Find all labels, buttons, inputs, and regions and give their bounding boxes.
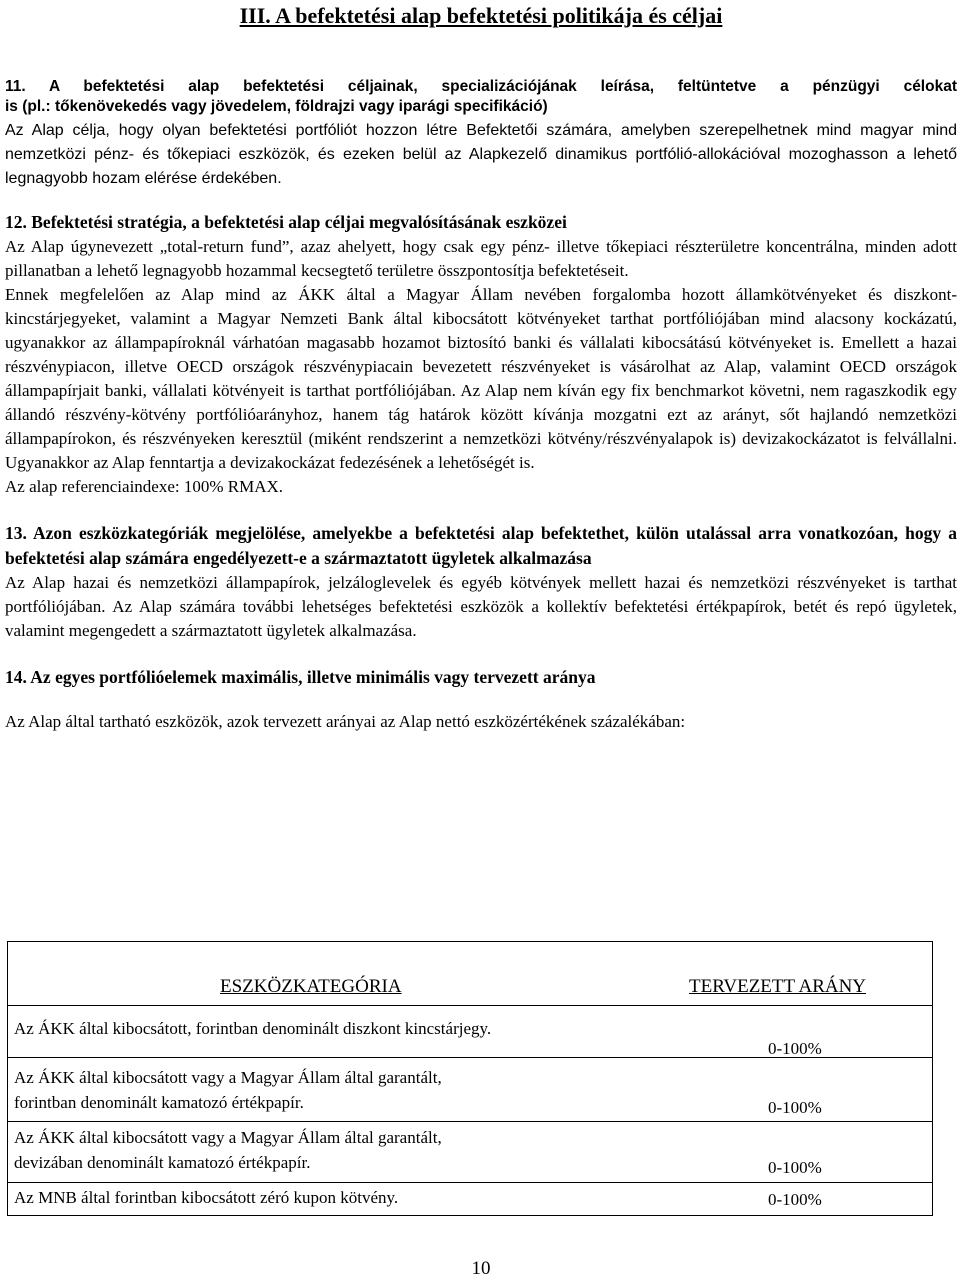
table-row-2-ratio: 0-100% — [768, 1098, 822, 1117]
table-row-2-category-line1: Az ÁKK által kibocsátott vagy a Magyar Állam által garantált, — [14, 1068, 442, 1087]
table-row-2-category-line2: forintban denominált kamatozó értékpapír. — [14, 1093, 304, 1112]
table-header-ratio: TERVEZETT ARÁNY — [689, 976, 867, 997]
table-row-4-category: Az MNB által forintban kibocsátott zéró kupon kötvény. — [14, 1188, 399, 1207]
asset-allocation-table — [7, 941, 933, 1216]
section-12-heading: 12. Befektetési stratégia, a befektetési alap céljai megvalósításának eszközei — [5, 212, 567, 232]
section-13-body: Az Alap hazai és nemzetközi állampapírok, jelzáloglevelek és egyéb kötvények mellett hazai és nemzetközi részvényeket is tarthat portfóliójában. Az Alap számára további lehetséges befektetési eszközök a kollektív befektetési értékpapírok, betét és repó ügyletek, valamint megengedett a származtatott ügyletek alkalmazása. — [5, 573, 957, 640]
section-11-body: Az Alap célja, hogy olyan befektetési portfóliót hozzon létre Befektetői számára, amelyben szerepelhetnek mind magyar mind nemzetközi pénz- és tőkepiaci eszközök, és ezeken belül az Alapkezelő dinamikus portfólió-allokációval mozoghasson a lehető legnagyobb hozam elérése érdekében. — [5, 122, 957, 187]
table-row-divider — [8, 1121, 932, 1122]
table-row-divider — [8, 1057, 932, 1058]
section-11-heading-line2: is (pl.: tőkenövekedés vagy jövedelem, földrajzi vagy iparági specifikáció) — [5, 98, 548, 115]
table-row-1-category: Az ÁKK által kibocsátott, forintban denominált diszkont kincstárjegy. — [14, 1019, 492, 1038]
section-12-paragraph-2: Ennek megfelelően az Alap mind az ÁKK által a Magyar Állam nevében forgalomba hozott államkötvényeket és diszkont-kincstárjegyeket, valamint a Magyar Nemzeti Bank által kibocsátott kötvényeket tarthat portfóliójában mind alacsony kockázatú, ugyanakkor az állampapíroknál várhatóan magasabb hozamot biztosító banki és vállalati kibocsátású kötvényeket is. Emellett a hazai részvénypiacon, illetve OECD országok részvénypiacain bevezetett részvényeket is vásárolhat az Alap, valamint OECD országok állampapírjait banki, vállalati kötvényeit is tarthat portfóliójában. Az Alap nem kíván egy fix benchmarkot követni, nem ragaszkodik egy állandó részvény-kötvény portfólióarányhoz, hanem tág határok között kívánja mozgatni ezt az arányt, sőt hajlandó nemzetközi állampapírokon, és részvényeken keresztül (miként rendszerint a nemzetközi kötvény/részvényalapok is) devizakockázatot is felvállalni. Ugyanakkor az Alap fenntartja a devizakockázat fedezésének a lehetőségét is. — [5, 285, 957, 472]
table-header-category: ESZKÖZKATEGÓRIA — [220, 976, 402, 997]
section-13-heading: 13. Azon eszközkategóriák megjelölése, amelyekbe a befektetési alap befektethet, külön utalással arra vonatkozóan, hogy a befektetési alap számára engedélyezett-e a származtatott ügyletek alkalmazása — [5, 523, 957, 568]
chapter-title: III. A befektetési alap befektetési politikája és céljai — [239, 3, 723, 28]
section-12-paragraph-1: Az Alap úgynevezett „total-return fund”, azaz ahelyett, hogy csak egy pénz- illetve tőkepiaci részterületre koncentrálna, minden adott pillanatban a lehető legnagyobb hozammal kecsegtető területre összpontosítja befektetéseit. — [5, 237, 957, 280]
section-14-intro: Az Alap által tartható eszközök, azok tervezett arányai az Alap nettó eszközértékének százalékában: — [5, 712, 686, 731]
table-row-3-category-line1: Az ÁKK által kibocsátott vagy a Magyar Állam által garantált, — [14, 1128, 442, 1147]
table-row-3-ratio: 0-100% — [768, 1158, 822, 1177]
table-row-1-ratio: 0-100% — [768, 1039, 822, 1058]
section-12-reference-index: Az alap referenciaindexe: 100% RMAX. — [5, 477, 284, 496]
table-row-divider — [8, 1005, 932, 1006]
section-14-heading: 14. Az egyes portfólióelemek maximális, illetve minimális vagy tervezett aránya — [5, 667, 596, 687]
section-11-heading-line1: 11. A befektetési alap befektetési céljainak, specializációjának leírása, feltüntetve a pénzügyi célokat — [5, 78, 957, 95]
document-page — [5, 0, 957, 1279]
table-row-3-category-line2: devizában denominált kamatozó értékpapír. — [14, 1153, 311, 1172]
page-number: 10 — [471, 1258, 491, 1279]
table-row-divider — [8, 1182, 932, 1183]
table-row-4-ratio: 0-100% — [768, 1190, 822, 1209]
